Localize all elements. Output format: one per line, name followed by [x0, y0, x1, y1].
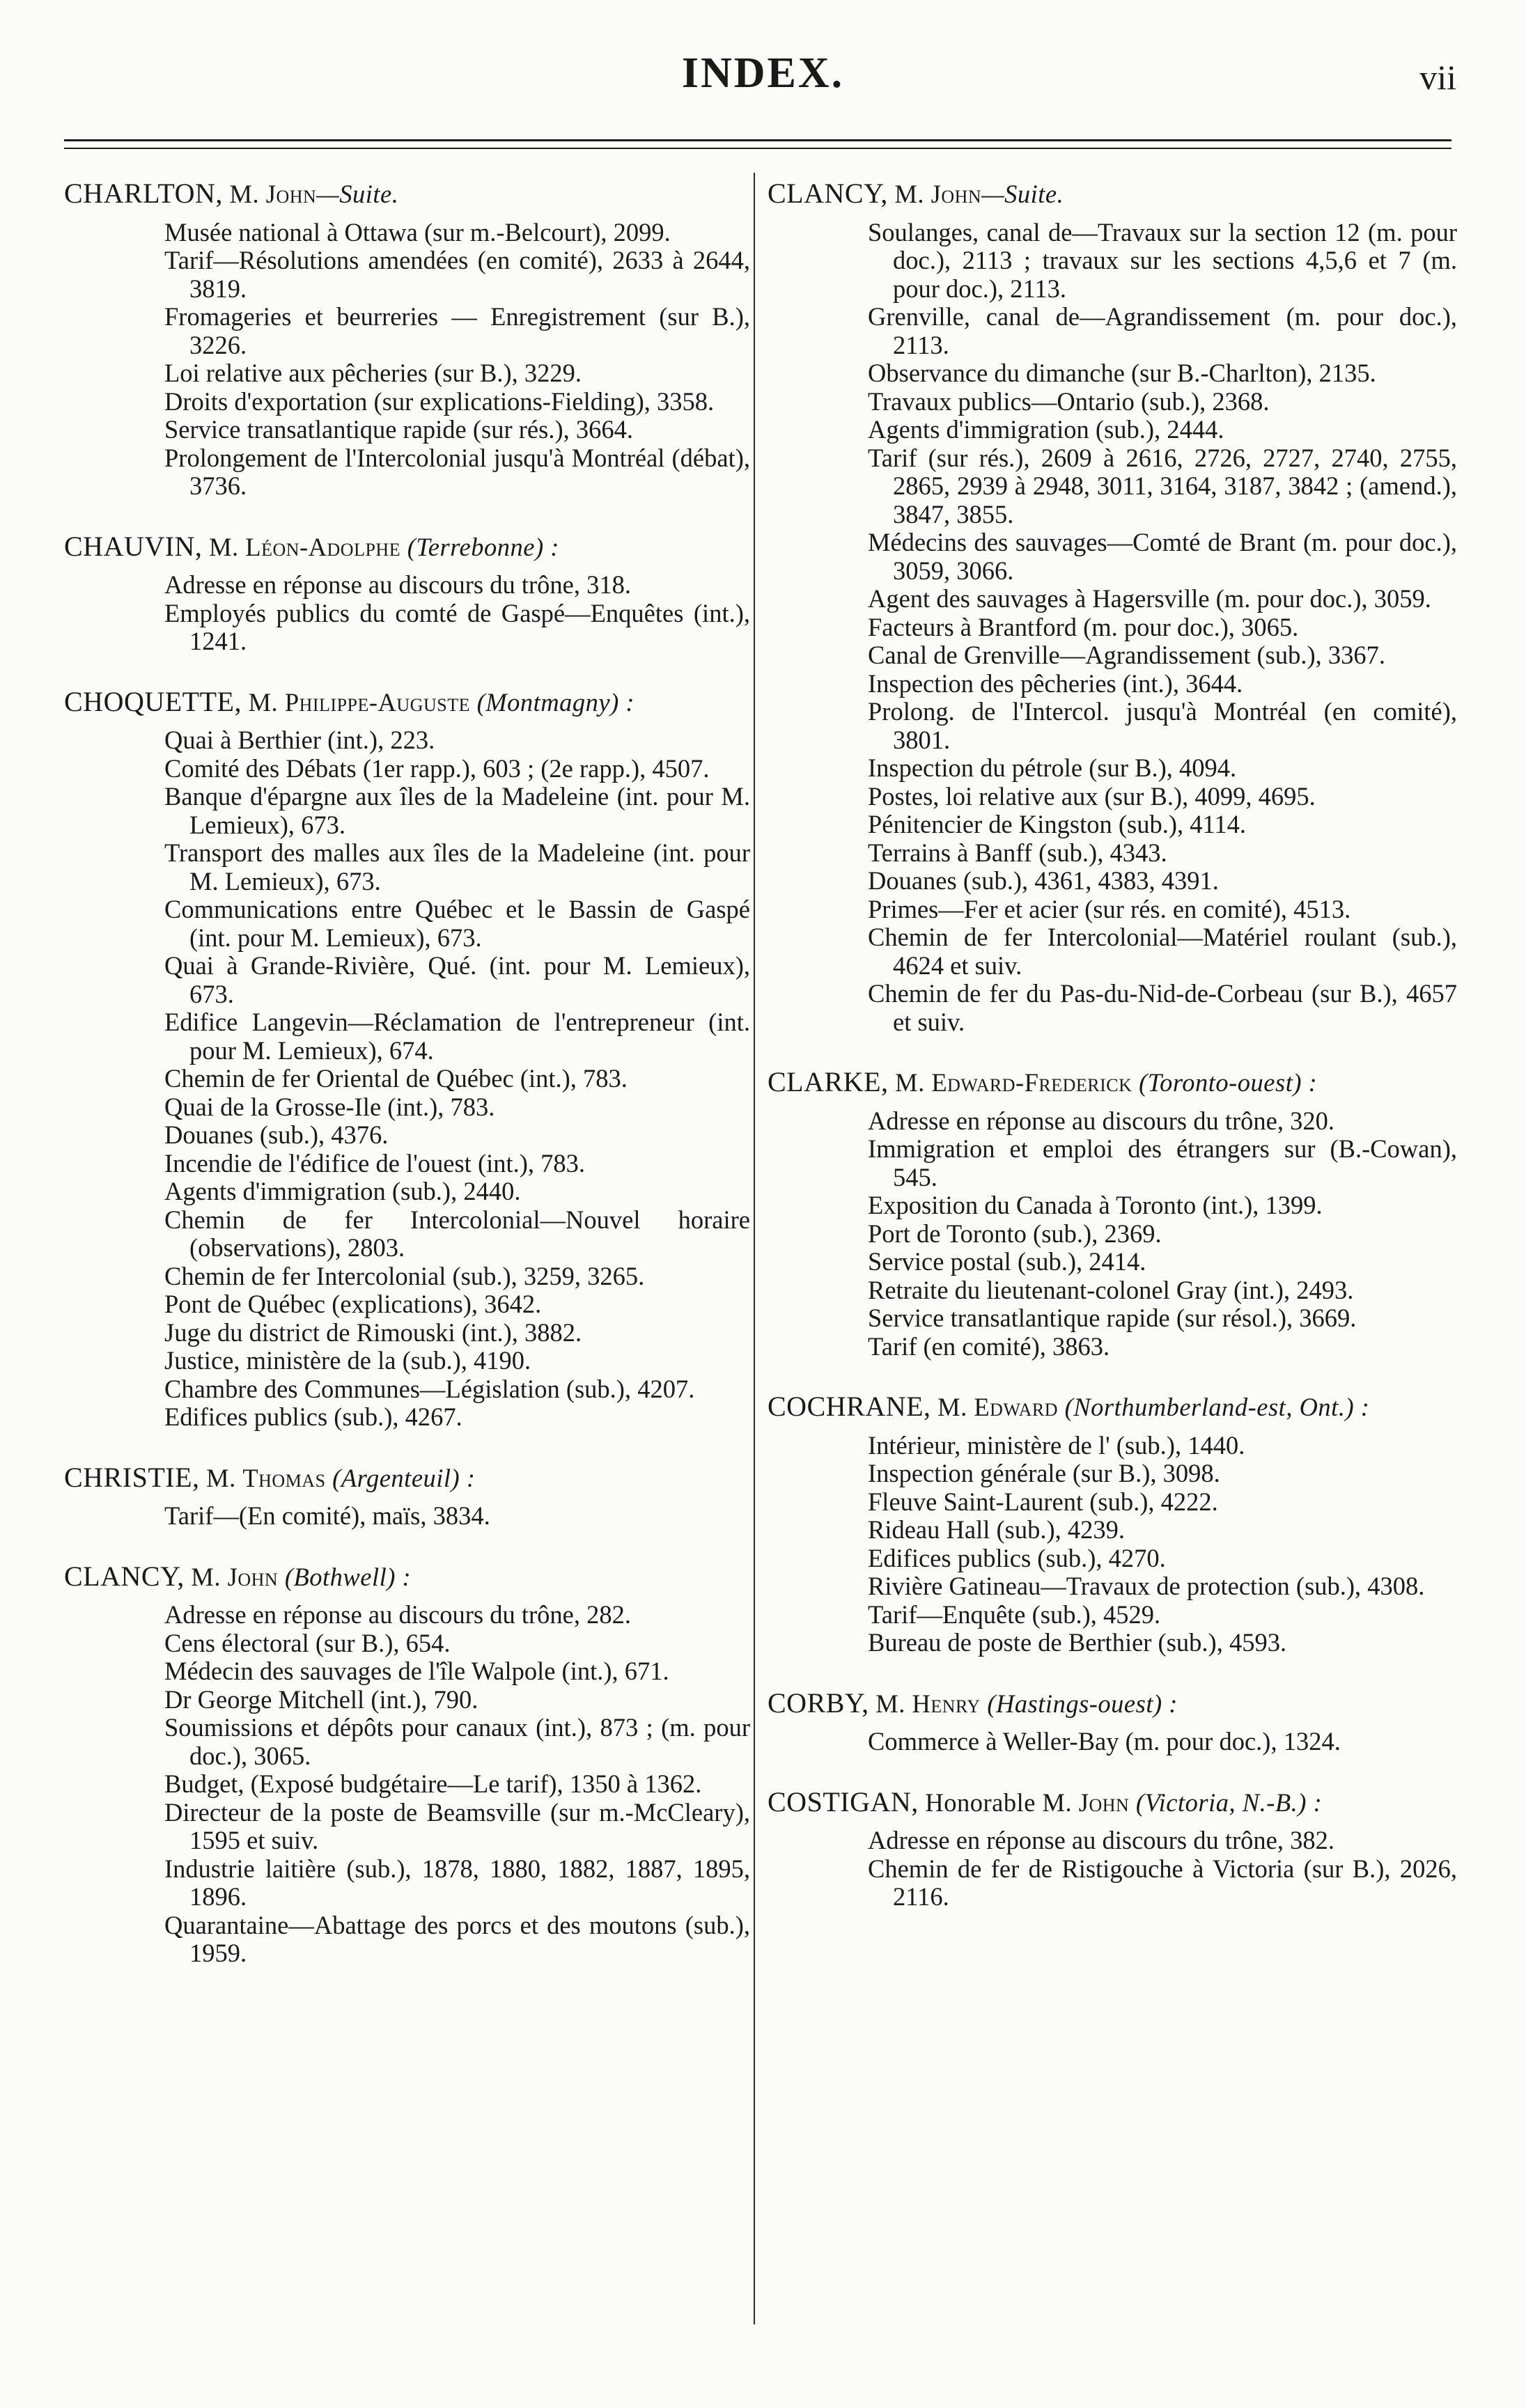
entry-item: Inspection des pêcheries (int.), 3644. [868, 669, 1243, 698]
entry-item: Transport des malles aux îles de la Madeleine (int. pour M. Lemieux), 673. [164, 838, 750, 896]
member-title: M. [895, 1068, 925, 1097]
entry-item: Droits d'exportation (sur explications-Fielding), 3358. [164, 386, 715, 416]
entry-item: Agents d'immigration (sub.), 2444. [868, 415, 1224, 444]
member-title: M. [937, 1393, 967, 1421]
member-riding: (Bothwell) : [284, 1562, 412, 1591]
entry-item: Port de Toronto (sub.), 2369. [868, 1219, 1162, 1248]
member-title: M. [191, 1562, 221, 1591]
entry-heading [64, 180, 750, 209]
entry-item: Employés publics du comté de Gaspé—Enquêtes (int.), 1241. [164, 598, 750, 655]
entry-item: Grenville, canal de—Agrandissement (m. pour doc.), 2113. [868, 302, 1457, 359]
entry-item: Agents d'immigration (sub.), 2440. [164, 1177, 521, 1205]
entry-item: Rivière Gatineau—Travaux de protection (sub.), 4308. [868, 1572, 1425, 1600]
member-surname: CHAUVIN, [64, 530, 203, 562]
index-entry [64, 180, 750, 501]
member-surname: CORBY, [768, 1687, 869, 1719]
entry-item: Retraite du lieutenant-colonel Gray (int.), 2493. [868, 1275, 1354, 1304]
entry-item: Fleuve Saint-Laurent (sub.), 4222. [868, 1487, 1218, 1516]
entry-item: Tarif—Résolutions amendées (en comité), 2633 à 2644, 3819. [164, 246, 750, 303]
entry-item: Tarif (sur rés.), 2609 à 2616, 2726, 2727, 2740, 2755, 2865, 2939 à 2948, 3011, 3164, 3187, 3842 ; (amend.), 3847, 3855. [868, 443, 1457, 529]
member-title: Honorable M. [925, 1788, 1073, 1817]
member-given-name: John [931, 180, 982, 208]
index-entry [768, 1393, 1457, 1657]
entry-item: Quai à Grande-Rivière, Qué. (int. pour M. Lemieux), 673. [164, 951, 750, 1008]
entry-item: Observance du dimanche (sur B.-Charlton), 2135. [868, 359, 1376, 387]
column-divider [754, 173, 755, 2324]
entry-item: Intérieur, ministère de l' (sub.), 1440. [868, 1430, 1245, 1460]
member-surname: CLANCY, [64, 1560, 185, 1592]
page-number: vii [1419, 58, 1456, 97]
entry-heading [64, 1560, 750, 1592]
entry-item: Travaux publics—Ontario (sub.), 2368. [868, 386, 1270, 416]
entry-continued: —Suite. [981, 180, 1064, 208]
entry-item: Chemin de fer Intercolonial (sub.), 3259, 3265. [164, 1261, 645, 1290]
member-surname: CLANCY, [768, 178, 888, 209]
index-entry [64, 530, 750, 656]
member-given-name: Léon-Adolphe [245, 532, 401, 561]
entry-item: Terrains à Banff (sub.), 4343. [868, 838, 1167, 867]
right-column [768, 180, 1457, 1944]
entry-item: Fromageries et beurreries — Enregistrement (sur B.), 3226. [164, 302, 750, 359]
entry-item: Edifices publics (sub.), 4267. [164, 1402, 462, 1431]
entry-heading [768, 1689, 1457, 1719]
entry-item: Chemin de fer du Pas-du-Nid-de-Corbeau (sur B.), 4657 et suiv. [868, 979, 1457, 1036]
entry-item: Comité des Débats (1er rapp.), 603 ; (2e rapp.), 4507. [164, 753, 710, 783]
index-entry [768, 180, 1457, 1036]
entry-item: Médecins des sauvages—Comté de Brant (m. pour doc.), 3059, 3066. [868, 528, 1457, 585]
member-riding: (Victoria, N.-B.) : [1135, 1788, 1323, 1817]
member-surname: CHRISTIE, [64, 1461, 200, 1493]
entry-item: Tarif—(En comité), maïs, 3834. [164, 1501, 490, 1530]
page-header [0, 49, 1526, 111]
entry-item: Pénitencier de Kingston (sub.), 4114. [868, 810, 1247, 838]
member-riding: (Hastings-ouest) : [987, 1689, 1178, 1718]
entry-item: Inspection du pétrole (sur B.), 4094. [868, 753, 1237, 782]
index-entry [768, 1068, 1457, 1361]
header-rules [64, 139, 1451, 155]
entry-item: Banque d'épargne aux îles de la Madeleine (int. pour M. Lemieux), 673. [164, 782, 750, 839]
index-entry [64, 1560, 750, 1968]
entry-item: Budget, (Exposé budgétaire—Le tarif), 1350 à 1362. [164, 1769, 702, 1798]
entry-item: Incendie de l'édifice de l'ouest (int.), 783. [164, 1148, 586, 1178]
member-title: M. [229, 180, 260, 208]
member-given-name: Edward-Frederick [931, 1068, 1132, 1097]
entry-item: Prolongement de l'Intercolonial jusqu'à Montréal (débat), 3736. [164, 443, 750, 500]
member-title: M. [206, 1463, 236, 1492]
entry-item: Soulanges, canal de—Travaux sur la section 12 (m. pour doc.), 2113 ; travaux sur les sections 4,5,6 et 7 (m. pour doc.), 2113. [868, 217, 1457, 303]
entry-item: Justice, ministère de la (sub.), 4190. [164, 1346, 531, 1375]
entry-item: Adresse en réponse au discours du trône, 382. [868, 1826, 1335, 1854]
entry-item: Médecin des sauvages de l'île Walpole (int.), 671. [164, 1657, 669, 1685]
header-rule [64, 139, 1451, 141]
entry-item: Service transatlantique rapide (sur rés.), 3664. [164, 415, 633, 444]
entry-item: Rideau Hall (sub.), 4239. [868, 1515, 1125, 1544]
member-surname: CLARKE, [768, 1066, 889, 1097]
page-title: INDEX. [681, 49, 845, 97]
entry-item: Soumissions et dépôts pour canaux (int.), 873 ; (m. pour doc.), 3065. [164, 1713, 750, 1770]
entry-item: Chemin de fer Intercolonial—Nouvel horaire (observations), 2803. [164, 1205, 750, 1262]
member-riding: (Terrebonne) : [407, 532, 559, 561]
entry-item: Quai de la Grosse-Ile (int.), 783. [164, 1092, 495, 1121]
header-rule [64, 148, 1451, 149]
member-surname: COSTIGAN, [768, 1785, 919, 1817]
entry-heading [768, 180, 1457, 209]
entry-item: Douanes (sub.), 4376. [164, 1120, 389, 1149]
member-title: M. [894, 180, 925, 208]
entry-heading [768, 1785, 1457, 1817]
entry-item: Chemin de fer Oriental de Québec (int.), 783. [164, 1064, 628, 1093]
entry-item: Postes, loi relative aux (sur B.), 4099, 4695. [868, 781, 1316, 811]
entry-item: Chemin de fer de Ristigouche à Victoria (sur B.), 2026, 2116. [868, 1854, 1457, 1911]
member-given-name: John [227, 1562, 279, 1591]
entry-heading [64, 530, 750, 562]
index-entry [64, 1461, 750, 1531]
entry-item: Service transatlantique rapide (sur résol.), 3669. [868, 1304, 1357, 1332]
entry-item: Douanes (sub.), 4361, 4383, 4391. [868, 866, 1219, 895]
entry-heading [64, 685, 750, 717]
entry-item: Chambre des Communes—Législation (sub.), 4207. [164, 1374, 695, 1403]
entry-item: Facteurs à Brantford (m. pour doc.), 3065. [868, 612, 1299, 641]
entry-item: Immigration et emploi des étrangers sur (B.-Cowan), 545. [868, 1134, 1457, 1191]
entry-heading [768, 1393, 1457, 1422]
member-given-name: Thomas [242, 1463, 326, 1492]
entry-item: Juge du district de Rimouski (int.), 3882. [164, 1318, 582, 1347]
entry-item: Tarif (en comité), 3863. [868, 1331, 1110, 1361]
entry-item: Chemin de fer Intercolonial—Matériel roulant (sub.), 4624 et suiv. [868, 923, 1457, 980]
index-entry [64, 685, 750, 1432]
entry-item: Commerce à Weller-Bay (m. pour doc.), 1324. [868, 1727, 1341, 1756]
member-riding: (Argenteuil) : [332, 1463, 476, 1492]
entry-item: Dr George Mitchell (int.), 790. [164, 1684, 478, 1714]
member-title: M. [248, 687, 279, 717]
entry-item: Exposition du Canada à Toronto (int.), 1399. [868, 1191, 1323, 1219]
entry-item: Prolong. de l'Intercol. jusqu'à Montréal (en comité), 3801. [868, 697, 1457, 754]
entry-item: Directeur de la poste de Beamsville (sur m.-McCleary), 1595 et suiv. [164, 1797, 750, 1854]
left-column [64, 180, 750, 2000]
member-surname: CHOQUETTE, [64, 685, 242, 717]
member-riding: (Montmagny) : [476, 687, 635, 717]
member-title: M. [209, 532, 239, 561]
entry-item: Adresse en réponse au discours du trône, 318. [164, 570, 632, 599]
entry-item: Communications entre Québec et le Bassin de Gaspé (int. pour M. Lemieux), 673. [164, 895, 750, 952]
entry-item: Quai à Berthier (int.), 223. [164, 726, 435, 754]
entry-item: Edifices publics (sub.), 4270. [868, 1543, 1166, 1572]
member-given-name: John [1078, 1788, 1130, 1817]
member-riding: (Northumberland-est, Ont.) : [1064, 1393, 1370, 1421]
entry-item: Tarif—Enquête (sub.), 4529. [868, 1600, 1161, 1629]
entry-item: Cens électoral (sur B.), 654. [164, 1628, 451, 1657]
entry-item: Bureau de poste de Berthier (sub.), 4593. [868, 1628, 1287, 1657]
entry-heading [768, 1068, 1457, 1097]
member-given-name: Edward [974, 1393, 1058, 1421]
member-surname: CHARLTON, [64, 178, 223, 209]
entry-item: Loi relative aux pêcheries (sur B.), 3229. [164, 359, 582, 387]
entry-item: Musée national à Ottawa (sur m.-Belcourt), 2099. [164, 217, 671, 247]
member-given-name: Philippe-Auguste [284, 687, 470, 717]
member-surname: COCHRANE, [768, 1391, 931, 1422]
entry-item: Agent des sauvages à Hagersville (m. pour doc.), 3059. [868, 584, 1431, 613]
entry-heading [64, 1461, 750, 1493]
entry-item: Service postal (sub.), 2414. [868, 1247, 1146, 1276]
entry-item: Pont de Québec (explications), 3642. [164, 1290, 542, 1318]
entry-item: Primes—Fer et acier (sur rés. en comité), 4513. [868, 894, 1351, 923]
index-entry [768, 1689, 1457, 1756]
entry-item: Adresse en réponse au discours du trône, 320. [868, 1106, 1335, 1135]
entry-item: Canal de Grenville—Agrandissement (sub.), 3367. [868, 641, 1386, 669]
entry-item: Adresse en réponse au discours du trône, 282. [164, 1600, 632, 1629]
entry-item: Edifice Langevin—Réclamation de l'entrepreneur (int. pour M. Lemieux), 674. [164, 1008, 750, 1065]
index-entry [768, 1785, 1457, 1911]
member-riding: (Toronto-ouest) : [1139, 1068, 1318, 1097]
entry-item: Inspection générale (sur B.), 3098. [868, 1459, 1220, 1487]
member-title: M. [875, 1689, 905, 1718]
entry-item: Industrie laitière (sub.), 1878, 1880, 1882, 1887, 1895, 1896. [164, 1854, 750, 1911]
member-given-name: John [265, 180, 317, 208]
entry-continued: —Suite. [316, 180, 399, 208]
entry-item: Quarantaine—Abattage des porcs et des moutons (sub.), 1959. [164, 1910, 750, 1967]
member-given-name: Henry [912, 1689, 981, 1718]
